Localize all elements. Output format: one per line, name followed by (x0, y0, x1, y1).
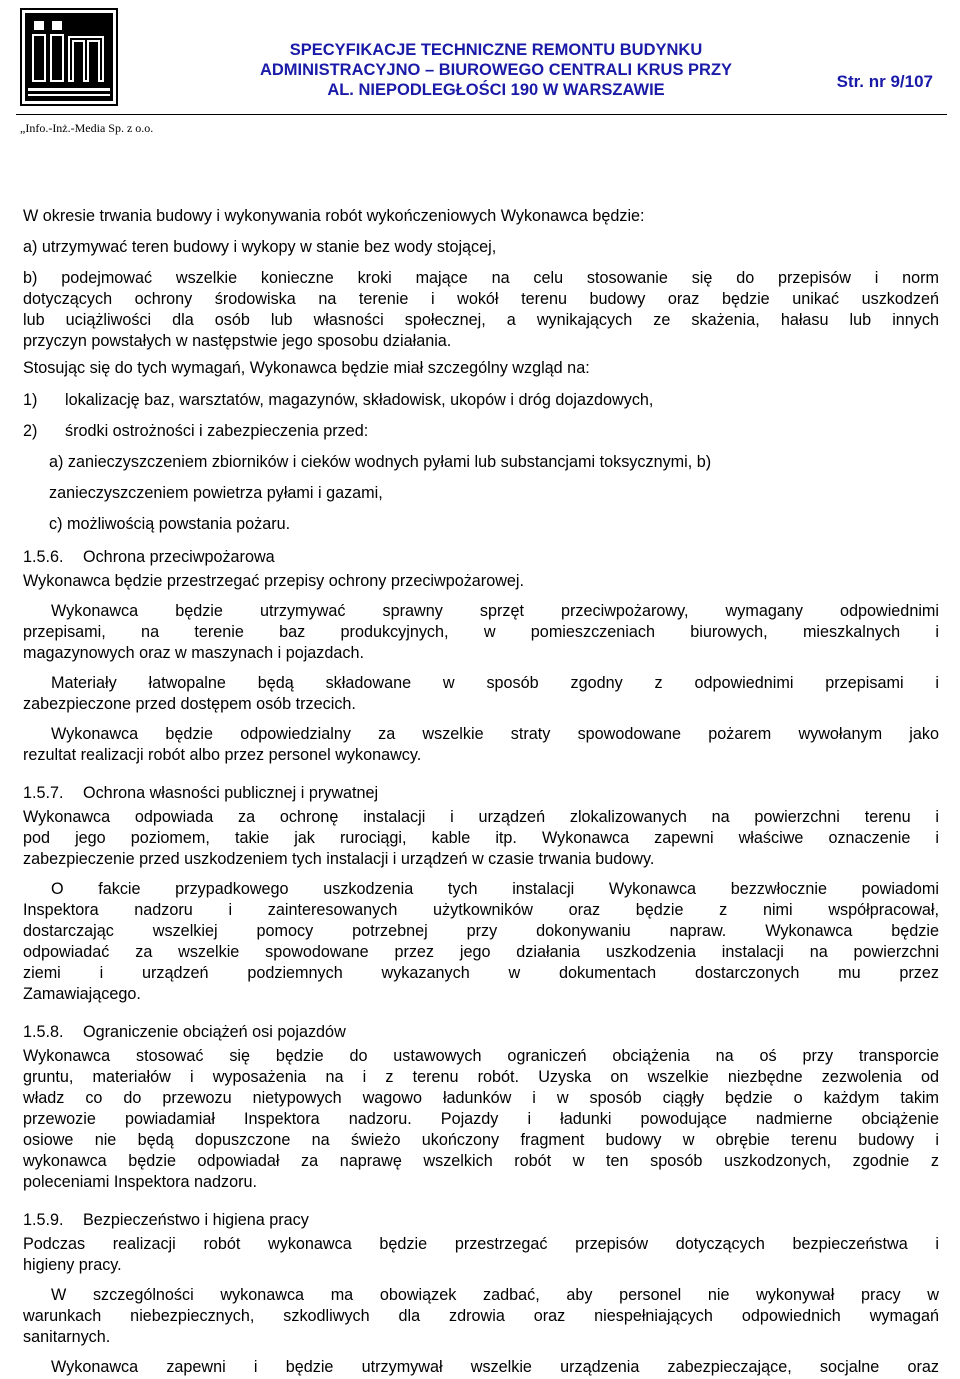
sub-item-c: c) możliwością powstania pożaru. (49, 515, 291, 533)
text-line: W szczególności wykonawca ma obowiązek zadbać, aby personel nie wykonywał pracy w (51, 1286, 939, 1304)
title-line: AL. NIEPODLEGŁOŚCI 190 W WARSZAWIE (327, 81, 665, 99)
section-heading-1-5-8 (23, 1022, 939, 1043)
section-title: Bezpieczeństwo i higiena pracy (83, 1211, 309, 1229)
text-line: O fakcie przypadkowego uszkodzenia tych instalacji Wykonawca bezzwłocznie powiadomi (51, 880, 939, 898)
section-heading-1-5-9 (23, 1210, 939, 1231)
intro-item-a: a) utrzymywać teren budowy i wykopy w stanie bez wody stojącej, (23, 238, 497, 256)
text-line: osiowe nie będą dopuszczone na świeżo ukończony fragment budowy w obrębie terenu budowy i (23, 1131, 939, 1149)
section-heading-1-5-6 (23, 547, 939, 568)
company-name: „Info.-Inż.-Media Sp. z o.o. (20, 121, 154, 135)
paragraph (23, 601, 939, 664)
text-line: wykonawca będzie odpowiadał za naprawę wszelkich robót w ten sposób uszkodzonych, zgodnie z (23, 1152, 939, 1170)
text-line: przepisami, na terenie baz produkcyjnych, w pomieszczeniach biurowych, mieszkalnych i (23, 623, 939, 641)
page-header (16, 6, 947, 115)
text-line: Wykonawca zapewni i będzie utrzymywał wszelkie urządzenia zabezpieczające, socjalne oraz (51, 1358, 939, 1376)
section-number: 1.5.8. (23, 1023, 64, 1041)
text-line: dotyczących ochrony środowiska na terenie i wokół terenu budowy oraz będzie unikać uszkodzeń (23, 290, 939, 308)
section-number: 1.5.7. (23, 784, 64, 802)
text-line: higieny pracy. (23, 1256, 122, 1274)
text-line: Wykonawca będzie utrzymywać sprawny sprzęt przeciwpożarowy, wymagany odpowiednimi (51, 602, 939, 620)
item-text: środki ostrożności i zabezpieczenia przed: (65, 422, 369, 440)
text-line: Wykonawca będzie odpowiedzialny za wszelkie straty spowodowane pożarem wywołanym jako (51, 725, 939, 743)
intro-lead: W okresie trwania budowy i wykonywania robót wykończeniowych Wykonawca będzie: (23, 207, 645, 225)
intro-item-b (23, 268, 939, 352)
section-number: 1.5.9. (23, 1211, 64, 1229)
section-number: 1.5.6. (23, 548, 64, 566)
text-line: przewozie powiadamiał Inspektora nadzoru. Pojazdy i ładunki powodujące nadmierne obciążenie (23, 1110, 939, 1128)
text-line: ziemi i urządzeń podziemnych wykazanych w dokumentach dostarczonych mu przez (23, 964, 939, 982)
document-body (23, 206, 939, 1378)
page-number: Str. nr 9/107 (836, 72, 933, 91)
text-line: zabezpieczenie przed uszkodzeniem tych instalacji i urządzeń w czasie trwania budowy. (23, 850, 655, 868)
text-line: Inspektora nadzoru i zainteresowanych użytkowników oraz będzie z nimi współpracował, (23, 901, 939, 919)
text-line: Materiały łatwopalne będą składowane w sposób zgodny z odpowiednimi przepisami i (51, 674, 939, 692)
text-line: władz co do przewozu nietypowych wagowo ładunków i w sposób ciągły będzie o każdym takim (23, 1089, 939, 1107)
paragraph: Wykonawca będzie przestrzegać przepisy ochrony przeciwpożarowej. (23, 572, 524, 590)
item-number: 1) (23, 391, 38, 409)
paragraph (23, 724, 939, 766)
paragraph (23, 1234, 939, 1276)
text-line: b) podejmować wszelkie konieczne kroki mające na celu stosowanie się do przepisów i norm (23, 269, 939, 287)
text-line: poleceniami Inspektora nadzoru. (23, 1173, 257, 1191)
paragraph (23, 807, 939, 870)
text-line: Wykonawca stosować się będzie do ustawowych ograniczeń obciążenia na oś przy transporcie (23, 1047, 939, 1065)
requirements-lead: Stosując się do tych wymagań, Wykonawca będzie miał szczególny wzgląd na: (23, 359, 590, 377)
section-title: Ochrona własności publicznej i prywatnej (83, 784, 379, 802)
sub-item-a: a) zanieczyszczeniem zbiorników i cieków wodnych pyłami lub substancjami toksycznymi, b) (49, 453, 712, 471)
paragraph (23, 879, 939, 1005)
text-line: magazynowych oraz w maszynach i pojazdach. (23, 644, 364, 662)
text-line: pod jego poziomem, takie jak rurociągi, kable itp. Wykonawca zapewni właściwe oznaczenie i (23, 829, 939, 847)
text-line: Wykonawca odpowiada za ochronę instalacji i urządzeń zlokalizowanych na powierzchni terenu i (23, 808, 939, 826)
paragraph (23, 673, 939, 715)
item-number: 2) (23, 422, 38, 440)
text-line: Podczas realizacji robót wykonawca będzie przestrzegać przepisów dotyczących bezpieczeństwa i (23, 1235, 939, 1253)
text-line: zabezpieczone przed dostępem osób trzecich. (23, 695, 356, 713)
item-text: lokalizację baz, warsztatów, magazynów, składowisk, ukopów i dróg dojazdowych, (65, 391, 654, 409)
sub-item-b: zanieczyszczeniem powietrza pyłami i gazami, (49, 484, 383, 502)
title-line: ADMINISTRACYJNO – BIUROWEGO CENTRALI KRUS PRZY (259, 61, 733, 79)
paragraph (23, 1046, 939, 1193)
requirement-item-2 (23, 421, 939, 442)
text-line: gruntu, materiałów i wyposażenia na i z terenu robót. Uzyska on wszelkie niezbędne zezwolenia od (23, 1068, 939, 1086)
company-logo (20, 8, 118, 106)
paragraph (23, 1285, 939, 1348)
section-title: Ochrona przeciwpożarowa (83, 548, 275, 566)
text-line: dostarczając wszelkiej pomocy potrzebnej przy dokonywaniu napraw. Wykonawca będzie (23, 922, 939, 940)
section-heading-1-5-7 (23, 783, 939, 804)
requirement-item-1 (23, 390, 939, 411)
text-line: rezultat realizacji robót albo przez personel wykonawcy. (23, 746, 422, 764)
text-line: przyczyn powstałych w następstwie jego sposobu działania. (23, 332, 452, 350)
section-title: Ograniczenie obciążeń osi pojazdów (83, 1023, 346, 1041)
text-line: odpowiadać za wszelkie spowodowane przez jego działania uszkodzenia instalacji na powierzchni (23, 943, 939, 961)
title-line: SPECYFIKACJE TECHNICZNE REMONTU BUDYNKU (289, 41, 703, 59)
text-line: Zamawiającego. (23, 985, 141, 1003)
text-line: sanitarnych. (23, 1328, 111, 1346)
document-title (166, 40, 826, 100)
text-line: lub uciążliwości dla osób lub własności społecznej, a wynikających ze skażenia, hałasu lub innych (23, 311, 939, 329)
text-line: warunkach niebezpiecznych, szkodliwych dla zdrowia oraz niespełniających odpowiednich wymagań (23, 1307, 939, 1325)
paragraph (23, 1357, 939, 1378)
